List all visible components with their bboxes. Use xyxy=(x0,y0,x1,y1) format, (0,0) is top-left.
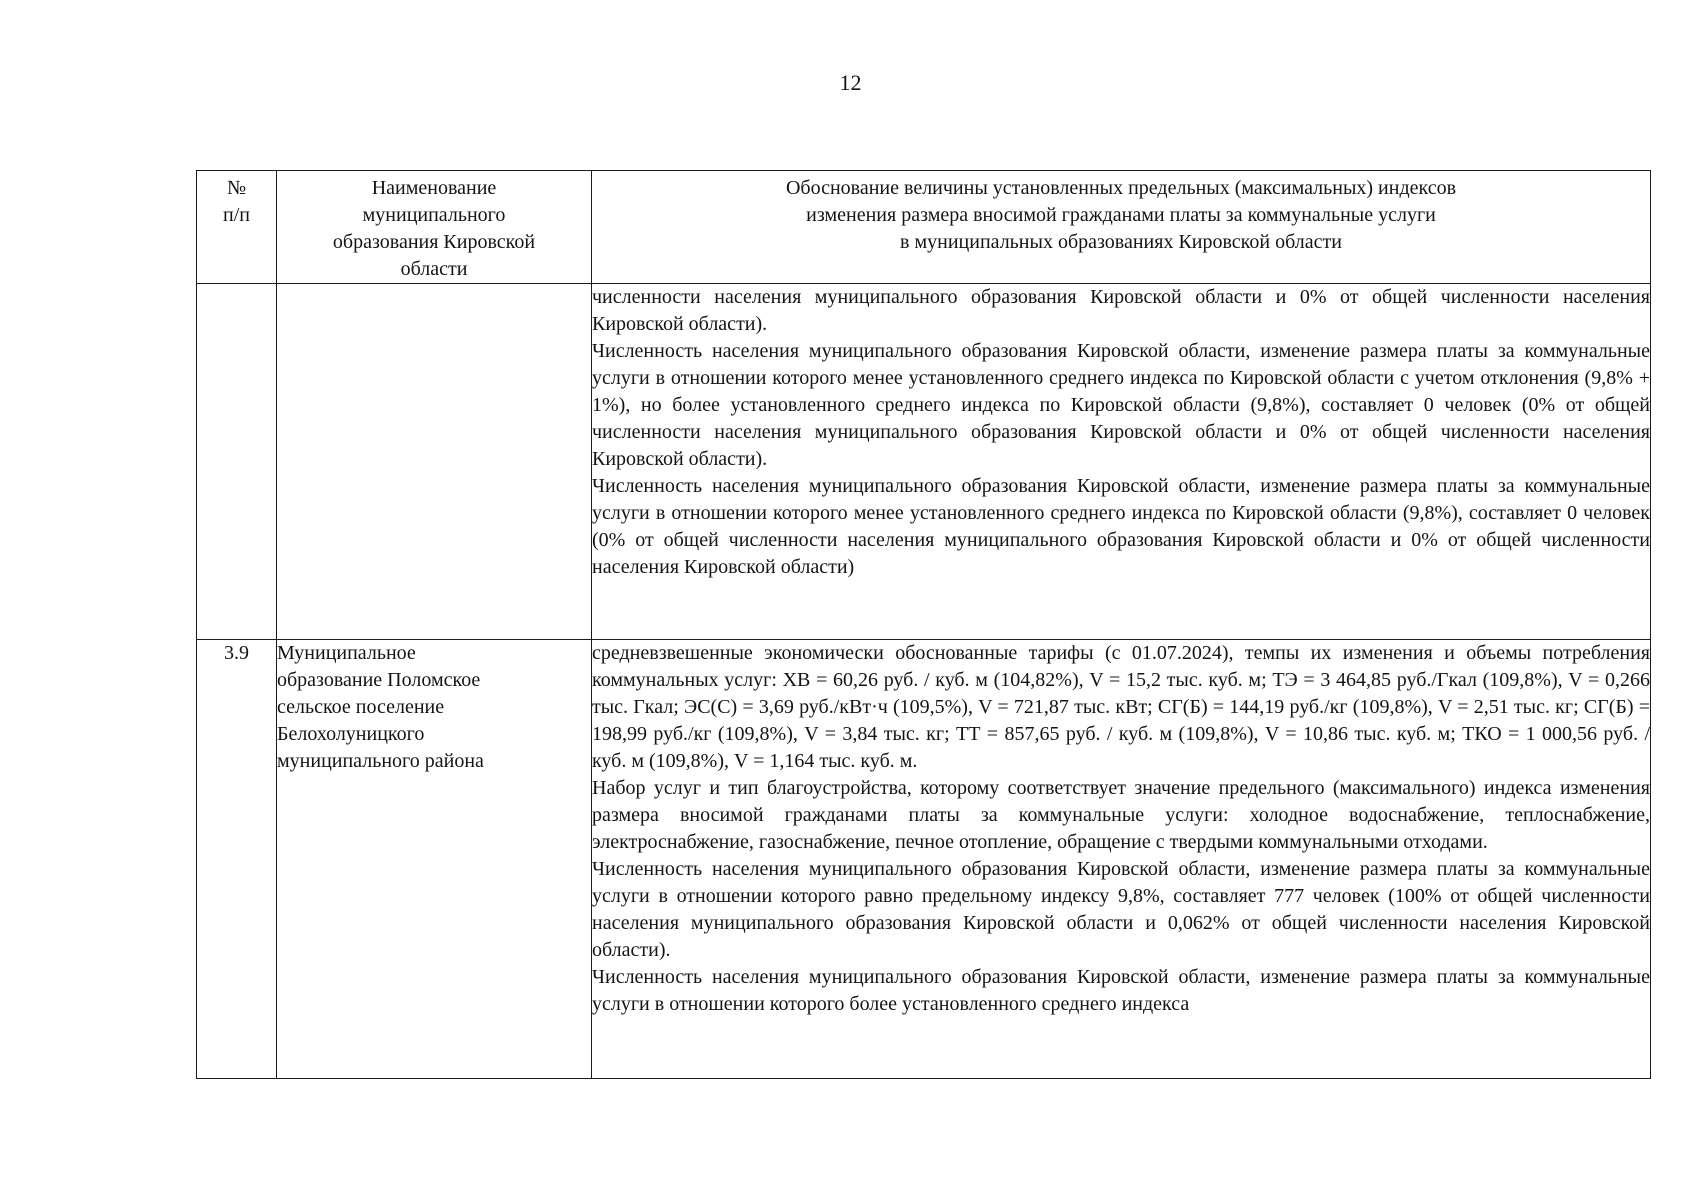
table-row-3-9 xyxy=(197,640,1651,1079)
tariffs-paragraph: средневзвешенные экономически обоснованные тарифы (с 01.07.2024), темпы их изменения и объемы потребления коммунальных услуг: ХВ = 60,26 руб. / куб. м (104,82%), V = 15,2 тыс. куб. м; ТЭ = 3 464,85 руб./Гкал (109,8%), V = 0,266 тыс. Гкал; ЭС(С) = 3,69 руб./кВт·ч (109,5%), V = 721,87 тыс. кВт; СГ(Б) = 144,19 руб./кг (109,8%), V = 2,51 тыс. кг; СГ(Б) = 198,99 руб./кг (109,8%), V = 3,84 тыс. кг; ТТ = 857,65 руб. / куб. м (109,8%), V = 10,86 тыс. куб. м; ТКО = 1 000,56 руб. / куб. м (109,8%), V = 1,164 тыс. куб. м. xyxy=(592,642,1650,772)
justification-table xyxy=(196,170,1651,1079)
justification-paragraph: Численность населения муниципального образования Кировской области, изменение размера платы за коммунальные услуги в отношении которого менее установленного среднего индекса по Кировской области (9,8%), составляет 0 человек (0% от общей численности населения муниципального образования Кировской области и 0% от общей численности населения Кировской области) xyxy=(592,475,1650,578)
municipality-name-line: муниципального района xyxy=(277,750,484,772)
header-municipality-line: Наименование xyxy=(371,177,497,199)
table-header-row xyxy=(197,171,1651,284)
municipality-name-line: Белохолуницкого xyxy=(277,723,425,745)
header-number-label: п/п xyxy=(223,204,250,226)
header-municipality-line: образования Кировской xyxy=(332,231,536,253)
table-row-continuation xyxy=(197,284,1651,640)
municipality-name-line: Муниципальное xyxy=(277,642,416,664)
row-justification-cell xyxy=(592,284,1651,640)
header-municipality-cell xyxy=(277,171,592,284)
row-number-cell xyxy=(197,284,277,640)
header-justification-line: Обоснование величины установленных предельных (максимальных) индексов xyxy=(785,177,1457,199)
header-justification-cell xyxy=(592,171,1651,284)
header-justification-line: в муниципальных образованиях Кировской области xyxy=(900,231,1342,253)
row-number-cell: 3.9 xyxy=(197,640,277,1079)
header-municipality-line: муниципального xyxy=(362,204,506,226)
row-municipality-cell xyxy=(277,640,592,1079)
row-municipality-cell xyxy=(277,284,592,640)
population-paragraph: Численность населения муниципального образования Кировской области, изменение размера платы за коммунальные услуги в отношении которого равно предельному индексу 9,8%, составляет 777 человек (100% от общей численности населения муниципального образования Кировской области и 0,062% от общей численности населения Кировской области). xyxy=(592,858,1650,961)
justification-paragraph: Численность населения муниципального образования Кировской области, изменение размера платы за коммунальные услуги в отношении которого менее установленного среднего индекса по Кировской области с учетом отклонения (9,8% + 1%), но более установленного среднего индекса по Кировской области (9,8%), составляет 0 человек (0% от общей численности населения муниципального образования Кировской области и 0% от общей численности населения Кировской области). xyxy=(592,340,1650,470)
header-municipality-line: области xyxy=(400,258,468,280)
municipality-name-line: сельское поселение xyxy=(277,696,445,718)
page-number: 12 xyxy=(839,70,862,95)
header-number-cell xyxy=(197,171,277,284)
services-paragraph: Набор услуг и тип благоустройства, которому соответствует значение предельного (максимального) индекса изменения размера вносимой гражданами платы за коммунальные услуги: холодное водоснабжение, теплоснабжение, электроснабжение, газоснабжение, печное отопление, обращение с твердыми коммунальными отходами. xyxy=(592,777,1650,853)
header-justification-line: изменения размера вносимой гражданами платы за коммунальные услуги xyxy=(806,204,1436,226)
municipality-name-line: образование Поломское xyxy=(277,669,481,691)
population-paragraph: Численность населения муниципального образования Кировской области, изменение размера платы за коммунальные услуги в отношении которого более установленного среднего индекса xyxy=(592,966,1650,1015)
row-justification-cell xyxy=(592,640,1651,1079)
header-number-symbol: № xyxy=(226,177,247,199)
justification-paragraph: численности населения муниципального образования Кировской области и 0% от общей численности населения Кировской области). xyxy=(592,286,1650,335)
